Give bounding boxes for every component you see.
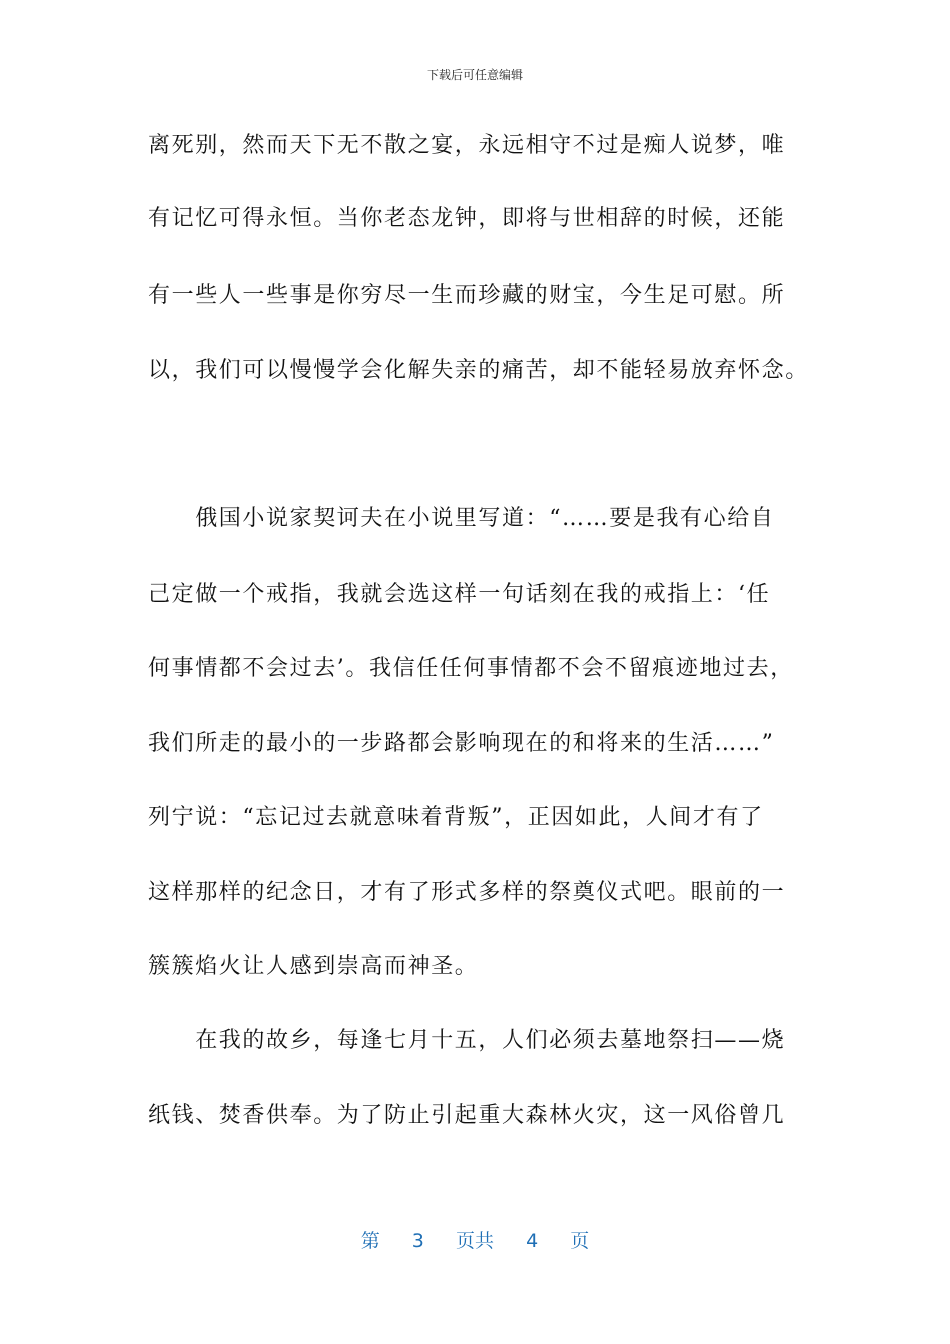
text-line-12: 在我的故乡，每逢七月十五，人们必须去墓地祭扫——烧	[148, 1028, 786, 1053]
footer-page-prefix: 第	[360, 1230, 380, 1252]
text-line-10: 这样那样的纪念日，才有了形式多样的祭奠仪式吧。眼前的一	[148, 880, 786, 905]
text-line-4: 以，我们可以慢慢学会化解失亲的痛苦，却不能轻易放弃怀念。	[148, 358, 809, 383]
footer-page-number: 3	[411, 1230, 424, 1252]
text-line-11: 簇簇焰火让人感到崇高而神圣。	[148, 954, 479, 979]
text-line-8: 我们所走的最小的一步路都会影响现在的和将来的生活……”	[148, 731, 775, 756]
text-line-9: 列宁说：“忘记过去就意味着背叛”，正因如此，人间才有了	[148, 805, 764, 830]
text-line-6: 己定做一个戒指，我就会选这样一句话刻在我的戒指上：‘任	[148, 582, 771, 607]
text-line-13: 纸钱、焚香供奉。为了防止引起重大森林火灾，这一风俗曾几	[148, 1103, 786, 1128]
page-header-note: 下载后可任意编辑	[426, 68, 523, 82]
text-line-5: 俄国小说家契诃夫在小说里写道：“……要是我有心给自	[148, 506, 775, 531]
text-line-7: 何事情都不会过去’。我信任任何事情都不会不留痕迹地过去，	[148, 656, 794, 681]
footer-total-pages: 4	[526, 1230, 539, 1252]
footer-page-suffix: 页	[570, 1230, 590, 1252]
page-footer	[0, 1226, 950, 1253]
text-line-2: 有记忆可得永恒。当你老态龙钟，即将与世相辞的时候，还能	[148, 206, 786, 231]
footer-total-prefix: 页共	[455, 1230, 494, 1252]
text-line-1: 离死别，然而天下无不散之宴，永远相守不过是痴人说梦，唯	[148, 133, 786, 158]
text-line-3: 有一些人一些事是你穷尽一生而珍藏的财宝，今生足可慰。所	[148, 283, 786, 308]
